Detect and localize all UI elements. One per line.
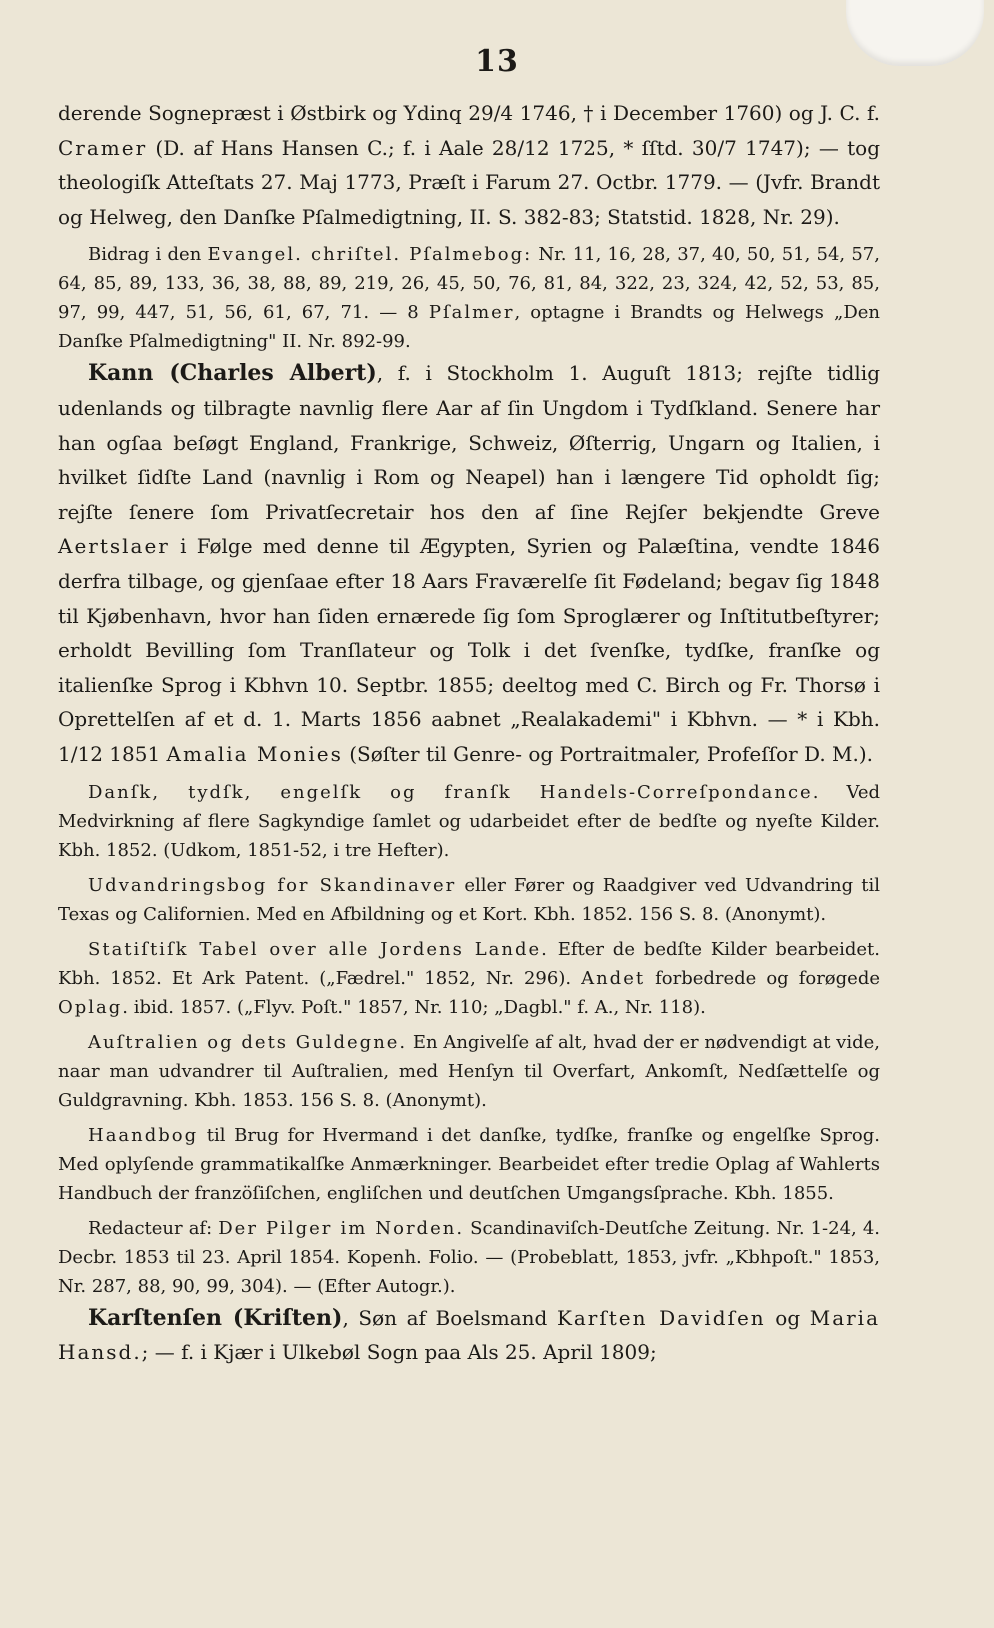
text-run: Redacteur af:: [88, 1217, 219, 1239]
text-run: Efter de bedſte Kilder bearbeidet. Kbh. 1852. Et Ark Patent. („Fædrel." 1852, Nr. 296).: [58, 938, 880, 989]
spaced-title: Statiſtiſk Tabel over alle Jordens Lande.: [88, 938, 549, 960]
spaced-title: Karſten Davidſen: [556, 1305, 766, 1330]
text-run: , Søn af Boelsmand: [342, 1305, 557, 1330]
spaced-title: Auſtralien og dets Guldegne.: [88, 1031, 408, 1053]
spaced-title: Oplag: [58, 996, 123, 1018]
paragraph-p3: [58, 356, 880, 771]
text-run: og: [765, 1305, 810, 1330]
spaced-title: Cramer: [58, 135, 148, 160]
text-run: (D. af Hans Hansen C.; f. i Aale 28/12 1725, * ſſtd. 30/7 1747); — tog theologiſk Atteſtats 27. Maj 1773, Præſt i Farum 27. Octbr. 1779. — (Jvfr. Brandt og Helweg, den Danſke Pſalmedigtning, II. S. 382-83; Statstid. 1828, Nr. 29).: [58, 135, 880, 229]
text-run: Ved Medvirkning af flere Sagkyndige ſamlet og udarbeidet efter de bedſte og nyeſte Kilder. Kbh. 1852. (Udkom, 1851-52, i tre Hefter).: [58, 781, 881, 861]
text-run: i Følge med denne til Ægypten, Syrien og Palæſtina, vendte 1846 derfra tilbage, og gjenſaae efter 18 Aars Fraværelſe ſit Fødeland; begav ſig 1848 til Kjøbenhavn, hvor han ſiden ernærede ſig ſom Sproglærer og Inſtitutbeſtyrer; erholdt Bevilling ſom Tranſlateur og Tolk i det ſvenſke, tydſke, franſke og italienſke Sprog i Kbhvn 10. Septbr. 1855; deeltog med C. Birch og Fr. Thorsø i Oprettelſen af et d. 1. Marts 1856 aabnet „Realakademi" i Kbhvn. — * i Kbh. 1/12 1851: [58, 534, 880, 766]
page-number: 13: [475, 44, 519, 79]
spaced-title: Haandbog: [88, 1124, 199, 1146]
spaced-title: Andet: [581, 967, 646, 989]
spaced-title: Der Pilger im Norden.: [218, 1217, 465, 1239]
paragraph-p7: [58, 1028, 880, 1115]
text-run: . ibid. 1857. („Flyv. Poſt." 1857, Nr. 110; „Dagbl." f. A., Nr. 118).: [122, 996, 706, 1018]
paragraph-p10: [58, 1301, 880, 1370]
spaced-title: Maria Hansd.: [58, 1305, 881, 1365]
paragraph-p9: [58, 1214, 880, 1301]
text-run: til Brug for Hvermand i det danſke, tydſke, franſke og engelſke Sprog. Med oplyſende grammatikalſke Anmærkninger. Bearbeidet efter tredie Oplag af Wahlerts Handbuch der franzöſiſchen, engliſchen und deutſchen Umgangsſprache. Kbh. 1855.: [58, 1124, 880, 1204]
spaced-title: Danſk, tydſk, engelſk og franſk Handels-Correſpondance.: [88, 781, 821, 803]
spaced-title: Pſalmer: [428, 302, 515, 324]
text-run: , f. i Stockholm 1. Auguſt 1813; rejſte tidlig udenlands og tilbragte navnlig flere Aar af ſin Ungdom i Tydſkland. Senere har han ogſaa beſøgt England, Frankrige, Schweiz, Øſterrig, Ungarn og Italien, i hvilket ſidſte Land (navnlig i Rom og Neapel) han i længere Tid opholdt ſig; rejſte ſenere ſom Privatſecretair hos den af ſine Rejſer bekjendte Greve: [58, 361, 881, 524]
text-run: derende Sognepræst i Østbirk og Ydinq 29/4 1746, † i December 1760) og J. C. f.: [58, 101, 880, 125]
text-run: Bidrag i den: [88, 244, 208, 266]
paragraph-p5: [58, 871, 880, 929]
page-text: [58, 96, 880, 1370]
text-run: , optagne i Brandts og Helwegs „Den Danſke Pſalmedigtning" II. Nr. 892-99.: [58, 302, 880, 353]
text-run: En Angivelſe af alt, hvad der er nødvendigt at vide, naar man udvandrer til Auſtralien, med Henſyn til Overfart, Ankomſt, Nedſættelſe og Guldgravning. Kbh. 1853. 156 S. 8. (Anonymt).: [58, 1031, 880, 1111]
spaced-title: Evangel. chriſtel. Pſalmebog:: [207, 244, 533, 266]
paragraph-p1: [58, 96, 880, 234]
spaced-title: Amalia Monies: [166, 741, 343, 766]
paragraph-p4: [58, 778, 880, 865]
paragraph-p8: [58, 1121, 880, 1208]
entry-name: Kann (Charles Albert): [88, 360, 377, 387]
text-run: ; — f. i Kjær i Ulkebøl Sogn paa Als 25. April 1809;: [141, 1340, 657, 1365]
text-run: eller Fører og Raadgiver ved Udvandring til Texas og Californien. Med en Afbildning og et Kort. Kbh. 1852. 156 S. 8. (Anonymt).: [58, 874, 881, 925]
paragraph-p2: [58, 240, 880, 356]
text-run: Scandinaviſch-Deutſche Zeitung. Nr. 1-24, 4. Decbr. 1853 til 23. April 1854. Kopenh. Folio. — (Probeblatt, 1853, jvfr. „Kbhpoſt." 1853, Nr. 287, 88, 90, 99, 304). — (Efter Autogr.).: [58, 1217, 881, 1297]
paragraph-p6: [58, 935, 880, 1022]
text-run: (Søſter til Genre- og Portraitmaler, Profeſſor D. M.).: [342, 741, 874, 766]
text-run: Nr. 11, 16, 28, 37, 40, 50, 51, 54, 57, 64, 85, 89, 133, 36, 38, 88, 89, 219, 26, 45, 50, 76, 81, 84, 322, 23, 324, 42, 52, 53, 85, 97, 99, 447, 51, 56, 61, 67, 71. — 8: [58, 244, 880, 324]
entry-name: Karſtenſen (Kriſten): [88, 1304, 343, 1331]
text-run: forbedrede og forøgede: [645, 967, 880, 989]
spaced-title: Udvandringsbog for Skandinaver: [88, 874, 457, 896]
spaced-title: Aertslaer: [58, 534, 170, 559]
